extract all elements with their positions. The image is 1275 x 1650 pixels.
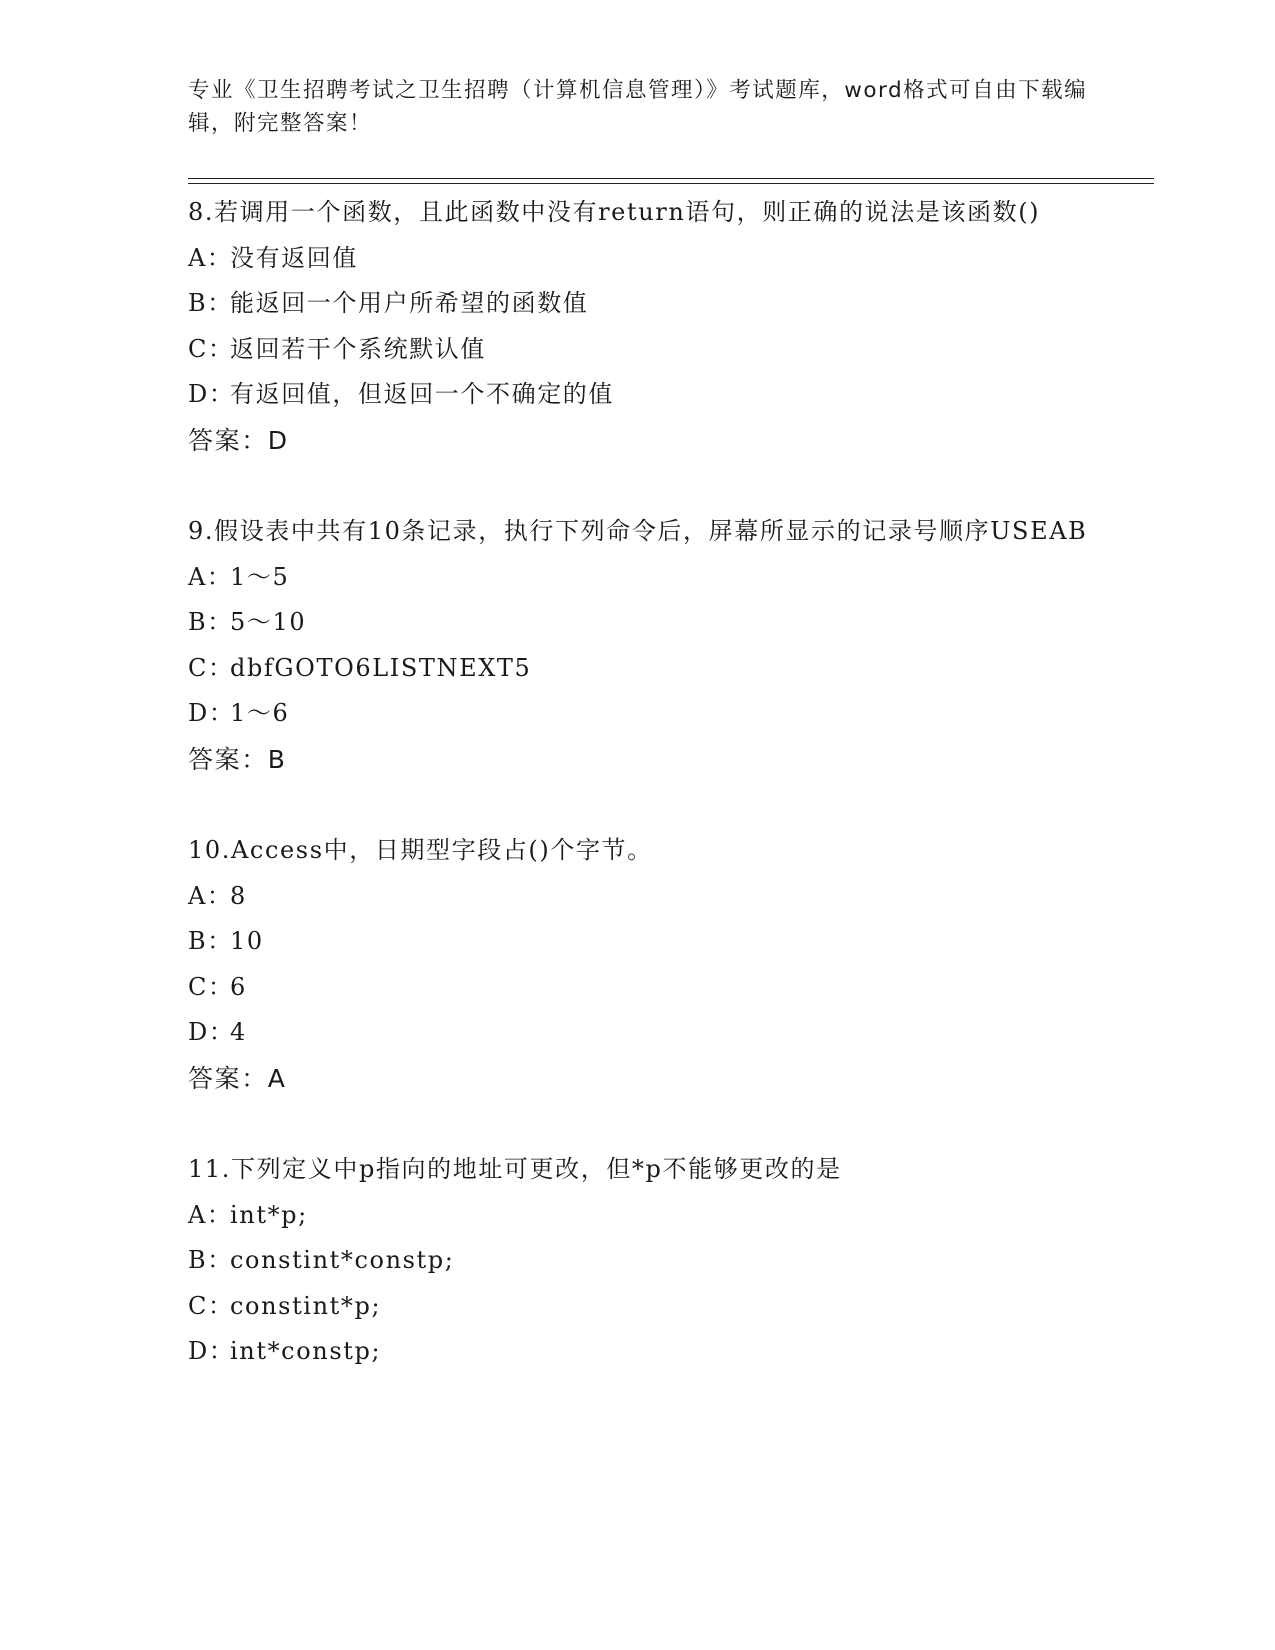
option-b <box>188 1238 1088 1284</box>
option-d <box>188 1010 1088 1056</box>
question-stem: 11.下列定义中p指向的地址可更改，但*p不能够更改的是 <box>188 1155 842 1183</box>
option-text: dbfGOTO6LISTNEXT5 <box>230 653 532 682</box>
option-a <box>188 236 1088 282</box>
option-letter: B： <box>188 927 233 955</box>
option-letter: D： <box>188 1337 235 1365</box>
option-text: int*p; <box>230 1200 308 1229</box>
option-letter: A： <box>188 562 233 591</box>
option-letter: C： <box>188 334 234 363</box>
option-text: constint*p; <box>230 1291 382 1320</box>
option-d <box>188 1329 1088 1375</box>
question-list <box>188 190 1088 1421</box>
option-text: 5～10 <box>230 608 307 636</box>
option-letter: A： <box>188 243 233 272</box>
option-c <box>188 646 1088 692</box>
option-letter: D： <box>188 1018 235 1046</box>
option-letter: B： <box>188 608 233 636</box>
option-text: constint*constp; <box>230 1246 455 1274</box>
answer-text: 答案：B <box>188 744 287 774</box>
option-c <box>188 327 1088 373</box>
question-stem: 10.Access中，日期型字段占()个字节。 <box>188 836 653 864</box>
question-9 <box>188 509 1088 782</box>
option-d <box>188 691 1088 737</box>
option-d <box>188 372 1088 418</box>
option-letter: D： <box>188 699 235 727</box>
option-letter: A： <box>188 1200 233 1229</box>
option-letter: B： <box>188 1246 233 1274</box>
option-letter: C： <box>188 1291 234 1320</box>
option-text: 8 <box>230 881 247 910</box>
header-divider-bottom <box>188 183 1154 184</box>
question-10 <box>188 828 1088 1101</box>
option-letter: C： <box>188 653 234 682</box>
header-divider-top <box>188 178 1154 179</box>
question-11 <box>188 1147 1088 1375</box>
option-b <box>188 281 1088 327</box>
option-letter: D： <box>188 380 235 408</box>
option-text: 6 <box>230 972 247 1001</box>
option-text: int*constp; <box>230 1337 382 1365</box>
option-c <box>188 965 1088 1011</box>
option-text: 返回若干个系统默认值 <box>230 334 486 363</box>
option-letter: A： <box>188 881 233 910</box>
option-text: 没有返回值 <box>230 243 358 272</box>
document-intro: 专业《卫生招聘考试之卫生招聘（计算机信息管理）》考试题库，word格式可自由下载编辑，附完整答案！ <box>188 78 1088 136</box>
option-c <box>188 1284 1088 1330</box>
answer-text: 答案：D <box>188 425 289 455</box>
option-a <box>188 1193 1088 1239</box>
option-text: 10 <box>230 927 264 955</box>
option-text: 有返回值，但返回一个不确定的值 <box>230 380 614 408</box>
question-stem: 9.假设表中共有10条记录，执行下列命令后，屏幕所显示的记录号顺序USEAB <box>188 517 1088 545</box>
option-a <box>188 874 1088 920</box>
option-text: 1～5 <box>230 562 290 591</box>
answer-text: 答案：A <box>188 1063 287 1093</box>
question-stem: 8.若调用一个函数，且此函数中没有return语句，则正确的说法是该函数() <box>188 198 1041 226</box>
option-text: 4 <box>230 1018 247 1046</box>
option-text: 能返回一个用户所希望的函数值 <box>230 289 589 317</box>
option-text: 1～6 <box>230 699 290 727</box>
option-b <box>188 919 1088 965</box>
option-letter: B： <box>188 289 233 317</box>
option-a <box>188 555 1088 601</box>
option-letter: C： <box>188 972 234 1001</box>
option-b <box>188 600 1088 646</box>
question-8 <box>188 190 1088 463</box>
